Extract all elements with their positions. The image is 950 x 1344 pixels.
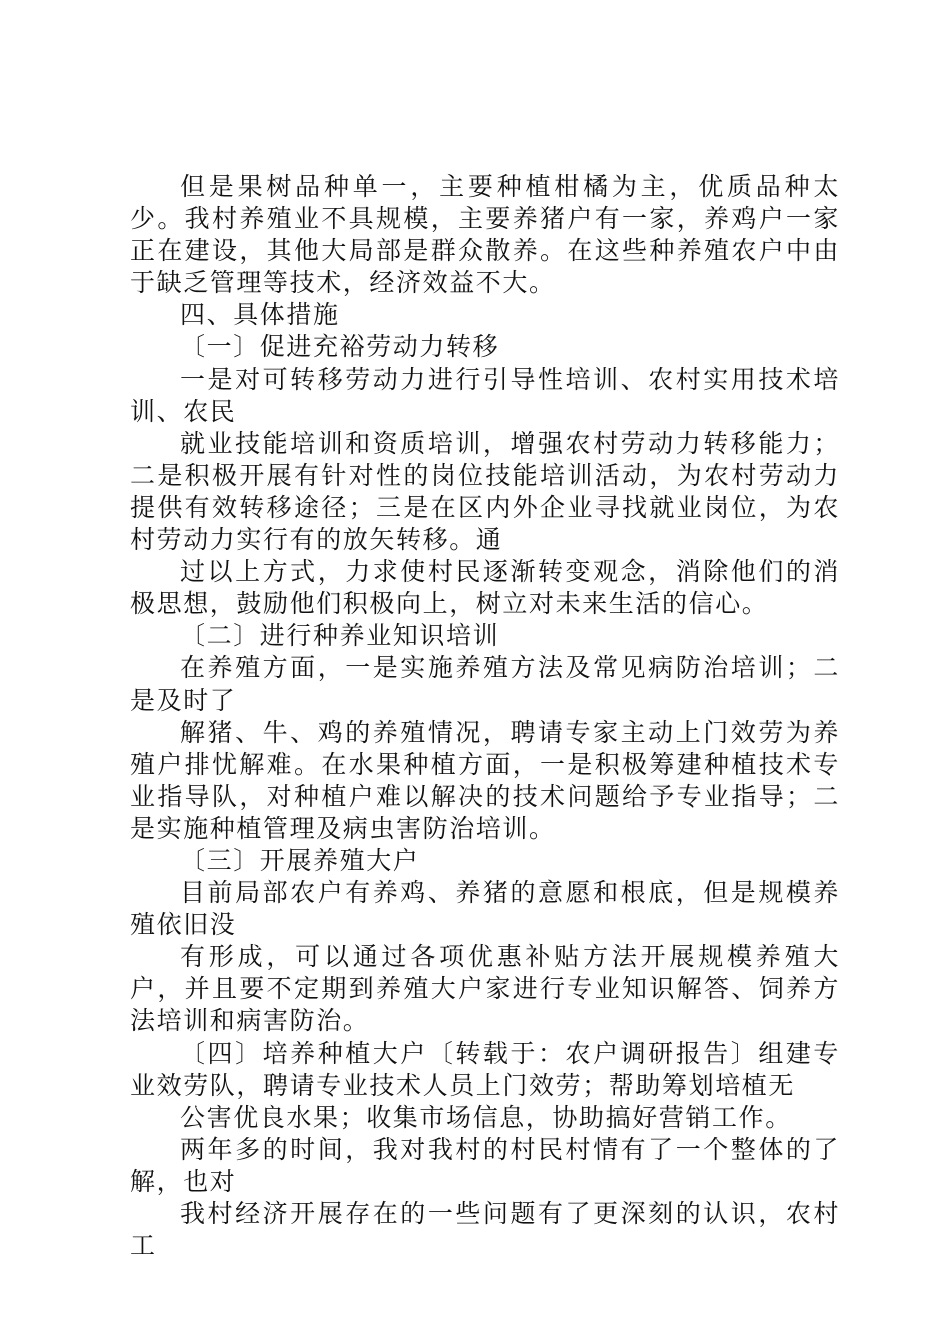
paragraph-reflection-continued: 我村经济开展存在的一些问题有了更深刻的认识，农村工 [130,1199,840,1261]
paragraph-large-growers: 〔四〕培养种植大户〔转载于：农户调研报告〕组建专业效劳队，聘请专业技术人员上门效劳；帮助筹划培植无 [130,1038,840,1100]
heading-farming-training: 〔二〕进行种养业知识培训 [180,621,500,651]
document-page [130,171,840,1262]
heading-labor-transfer: 〔一〕促进充裕劳动力转移 [180,332,500,362]
paragraph-training-intro: 一是对可转移劳动力进行引导性培训、农村实用技术培训、农民 [130,364,840,426]
paragraph-subsidies: 有形成，可以通过各项优惠补贴方法开展规模养殖大户，并且要不定期到养殖大户家进行专业知识解答、饲养方法培训和病害防治。 [130,942,840,1036]
paragraph-fruit-livestock: 但是果树品种单一，主要种植柑橘为主，优质品种太少。我村养殖业不具规模，主要养猪户有一家，养鸡户一家正在建设，其他大局部是群众散养。在这些种养殖农户中由于缺乏管理等技术，经济效益不大。 [130,172,840,298]
paragraph-breeding-training: 在养殖方面，一是实施养殖方法及常见病防治培训；二是及时了 [130,653,840,715]
paragraph-reflection: 两年多的时间，我对我村的村民村情有了一个整体的了解，也对 [130,1134,840,1196]
paragraph-expert-services: 解猪、牛、鸡的养殖情况，聘请专家主动上门效劳为养殖户排忧解难。在水果种植方面，一是积极筹建种植技术专业指导队，对种植户难以解决的技术问题给予专业指导；二是实施种植管理及病虫害防治培训。 [130,717,840,843]
paragraph-market-info: 公害优良水果；收集市场信息，协助搞好营销工作。 [180,1102,792,1132]
paragraph-breeding-willingness: 目前局部农户有养鸡、养猪的意愿和根底，但是规模养殖依旧没 [130,878,840,940]
heading-large-breeders: 〔三〕开展养殖大户 [180,845,420,875]
paragraph-mindset-change: 过以上方式，力求使村民逐渐转变观念，消除他们的消极思想，鼓励他们积极向上，树立对未来生活的信心。 [130,557,840,619]
paragraph-employment-skills: 就业技能培训和资质培训，增强农村劳动力转移能力；二是积极开展有针对性的岗位技能培训活动，为农村劳动力提供有效转移途径；三是在区内外企业寻找就业岗位，为农村劳动力实行有的放矢转移。通 [130,428,840,555]
heading-specific-measures: 四、具体措施 [180,300,340,330]
